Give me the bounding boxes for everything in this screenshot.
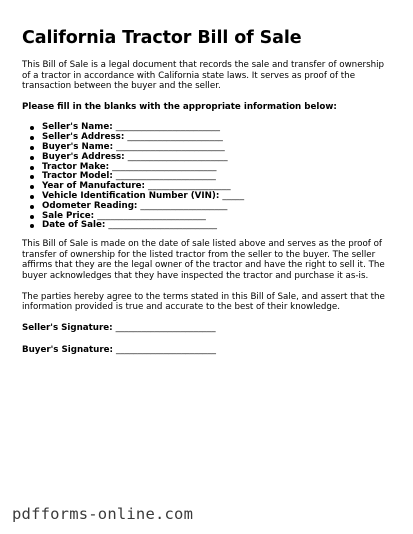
document-title: California Tractor Bill of Sale — [22, 28, 302, 48]
seller-signature-line — [22, 323, 388, 334]
field-label: Buyer's Name: — [42, 141, 114, 152]
field-blank: ___________________ — [148, 181, 231, 192]
agreement-paragraph: The parties hereby agree to the terms stated in this Bill of Sale, and assert that the information provided is true and accurate to the best of their knowledge. — [22, 291, 385, 313]
field-blank: ______________________ — [127, 132, 223, 143]
field-label: Odometer Reading: — [42, 200, 138, 211]
field-blank: ________________________ — [112, 161, 217, 172]
field-label: Tractor Model: — [42, 171, 113, 182]
field-blank: ____________________ — [140, 200, 228, 211]
field-blank: _______________________ — [115, 171, 216, 182]
watermark: pdfforms-online.com — [12, 505, 194, 523]
intro-paragraph: This Bill of Sale is a legal document that records the sale and transfer of ownership of a tractor in accordance with California state laws. It serves as proof of the transaction between the buyer and the seller. — [22, 60, 385, 92]
field-label: Year of Manufacture: — [42, 181, 145, 192]
seller-signature-label: Seller's Signature: — [22, 322, 113, 333]
buyer-signature-blank: _______________________ — [116, 345, 216, 356]
document-page — [22, 26, 388, 368]
field-label: Vehicle Identification Number (VIN): — [42, 190, 220, 201]
field-label: Tractor Make: — [42, 161, 110, 172]
field-blank: _____ — [222, 190, 245, 201]
field-blank: _________________________ — [108, 220, 218, 231]
field-blank: _______________________ — [127, 151, 228, 162]
buyer-signature-label: Buyer's Signature: — [22, 345, 113, 356]
field-date-of-sale — [30, 221, 388, 231]
field-blank: ________________________ — [115, 122, 220, 133]
field-blank: _________________________ — [116, 141, 225, 152]
field-label: Seller's Name: — [42, 122, 113, 133]
field-label: Date of Sale: — [42, 220, 106, 231]
field-label: Seller's Address: — [42, 132, 125, 143]
body-paragraph: This Bill of Sale is made on the date of sale listed above and serves as the proof of transfer of ownership for the listed tractor from the seller to the buyer. The seller affirms that they are the legal owner of the tractor and have the right to sell it. The buyer acknowledges that they have inspected the tractor and purchase it as-is. — [22, 239, 385, 281]
field-label: Buyer's Address: — [42, 151, 125, 162]
instruction-text: Please fill in the blanks with the appropriate information below: — [22, 101, 337, 112]
buyer-signature-line — [22, 345, 388, 356]
field-blank: _________________________ — [97, 210, 206, 221]
seller-signature-blank: _______________________ — [115, 322, 216, 333]
field-label: Sale Price: — [42, 210, 95, 221]
field-list — [22, 123, 388, 231]
